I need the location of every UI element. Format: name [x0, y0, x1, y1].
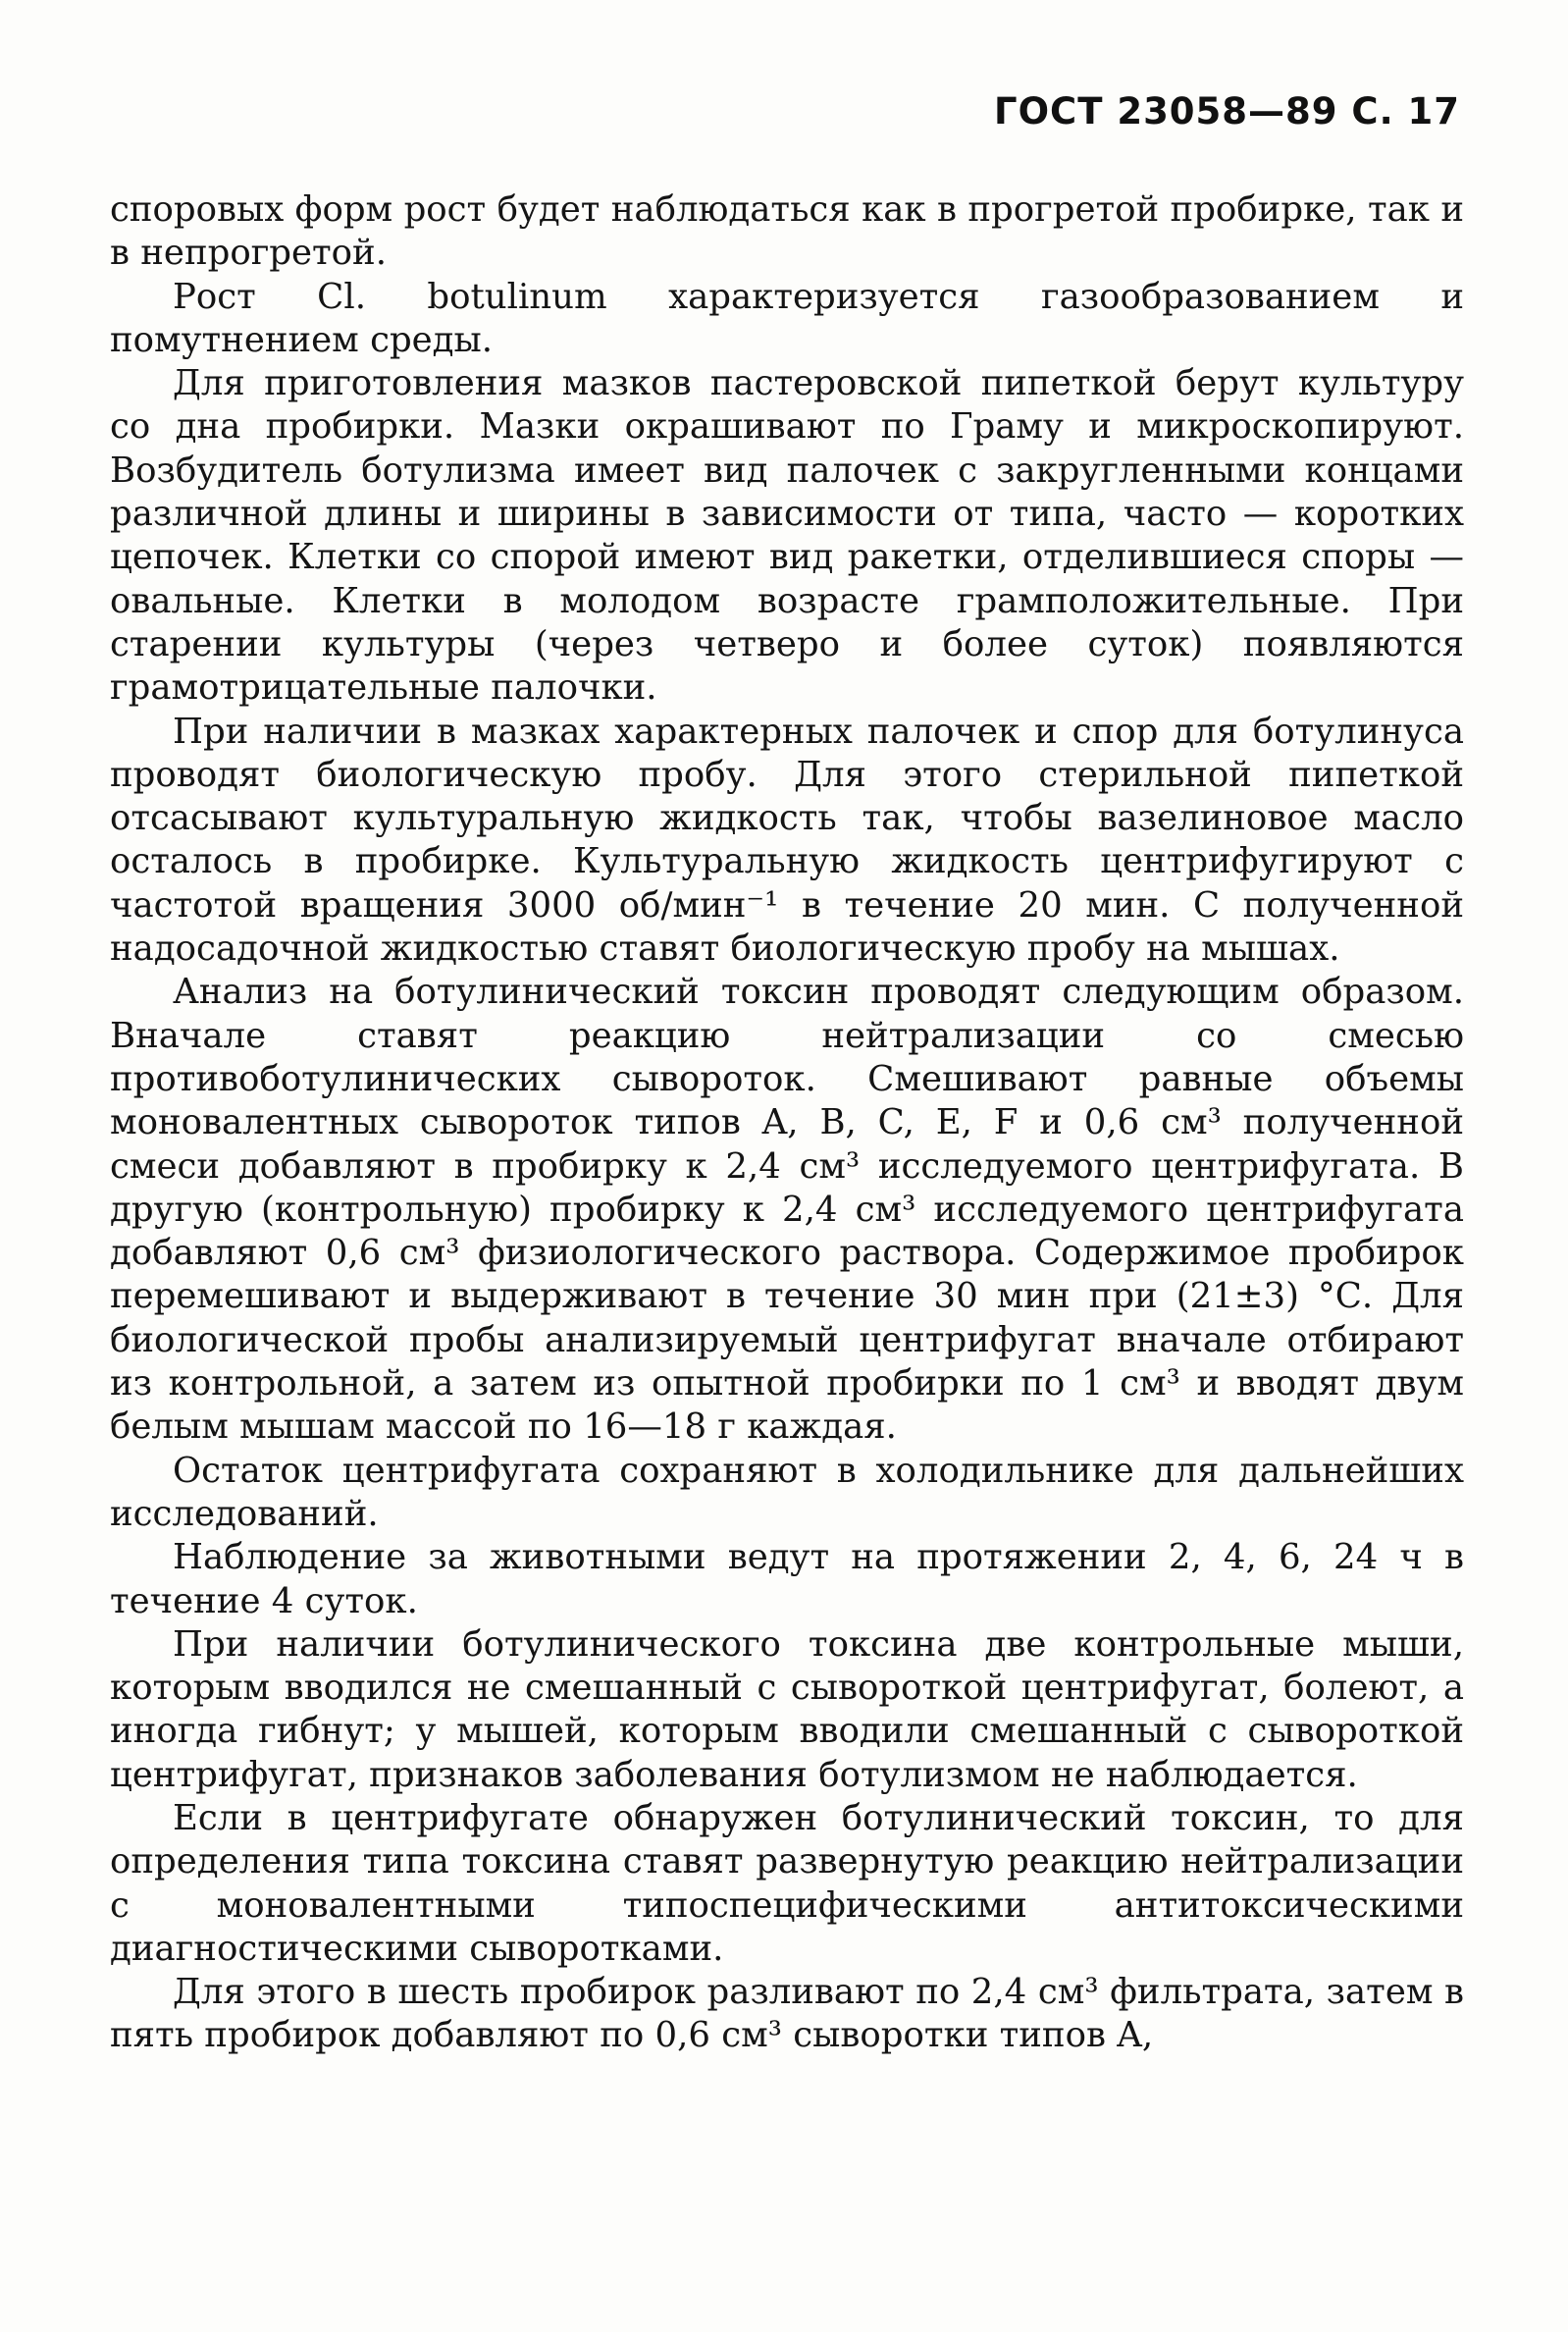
paragraph: Для приготовления мазков пастеровской пипеткой берут культуру со дна пробирки. Мазки окрашивают по Граму и микроскопируют. Возбудитель ботулизма имеет вид палочек с закругленными концами различной длины и ширины в зависимости от типа, часто — коротких цепочек. Клетки со спорой имеют вид ракетки, отделившиеся споры — овальные. Клетки в молодом возрасте грамположительные. При старении культуры (через четверо и более суток) появляются грамотрицательные палочки.	[110, 363, 1464, 709]
paragraph: Если в центрифугате обнаружен ботулинический токсин, то для определения типа токсина ставят развернутую реакцию нейтрализации с моновалентными типоспецифическими антитоксическими диагностическими сыворотками.	[110, 1797, 1464, 1969]
paragraph: споровых форм рост будет наблюдаться как в прогретой пробирке, так и в непрогретой.	[110, 189, 1464, 274]
paragraph: Для этого в шесть пробирок разливают по 2,4 см³ фильтрата, затем в пять пробирок добавляют по 0,6 см³ сыворотки типов A,	[110, 1972, 1464, 2056]
paragraph: При наличии ботулинического токсина две контрольные мыши, которым вводился не смешанный с сывороткой центрифугат, болеют, а иногда гибнут; у мышей, которым вводили смешанный с сывороткой центрифугат, признаков заболевания ботулизмом не наблюдается.	[110, 1623, 1464, 1795]
paragraph: Остаток центрифугата сохраняют в холодильнике для дальнейших исследований.	[110, 1450, 1464, 1534]
paragraph: Наблюдение за животными ведут на протяжении 2, 4, 6, 24 ч в течение 4 суток.	[110, 1537, 1464, 1621]
paragraph: Анализ на ботулинический токсин проводят следующим образом. Вначале ставят реакцию нейтрализации со смесью противоботулинических сывороток. Смешивают равные объемы моновалентных сывороток типов A, B, C, E, F и 0,6 см³ полученной смеси добавляют в пробирку к 2,4 см³ исследуемого центрифугата. В другую (контрольную) пробирку к 2,4 см³ исследуемого центрифугата добавляют 0,6 см³ физиологического раствора. Содержимое пробирок перемешивают и выдерживают в течение 30 мин при (21±3) °С. Для биологической пробы анализируемый центрифугат вначале отбирают из контрольной, а затем из опытной пробирки по 1 см³ и вводят двум белым мышам массой по 16—18 г каждая.	[110, 972, 1464, 1448]
document-body	[110, 188, 1464, 2058]
page-header: ГОСТ 23058—89 С. 17	[994, 90, 1460, 132]
paragraph: При наличии в мазках характерных палочек и спор для ботулинуса проводят биологическую пробу. Для этого стерильной пипеткой отсасывают культуральную жидкость так, чтобы вазелиновое масло осталось в пробирке. Культуральную жидкость центрифугируют с частотой вращения 3000 об/мин⁻¹ в течение 20 мин. С полученной надосадочной жидкостью ставят биологическую пробу на мышах.	[110, 711, 1464, 970]
paragraph: Рост Cl. botulinum характеризуется газообразованием и помутнением среды.	[110, 276, 1464, 360]
